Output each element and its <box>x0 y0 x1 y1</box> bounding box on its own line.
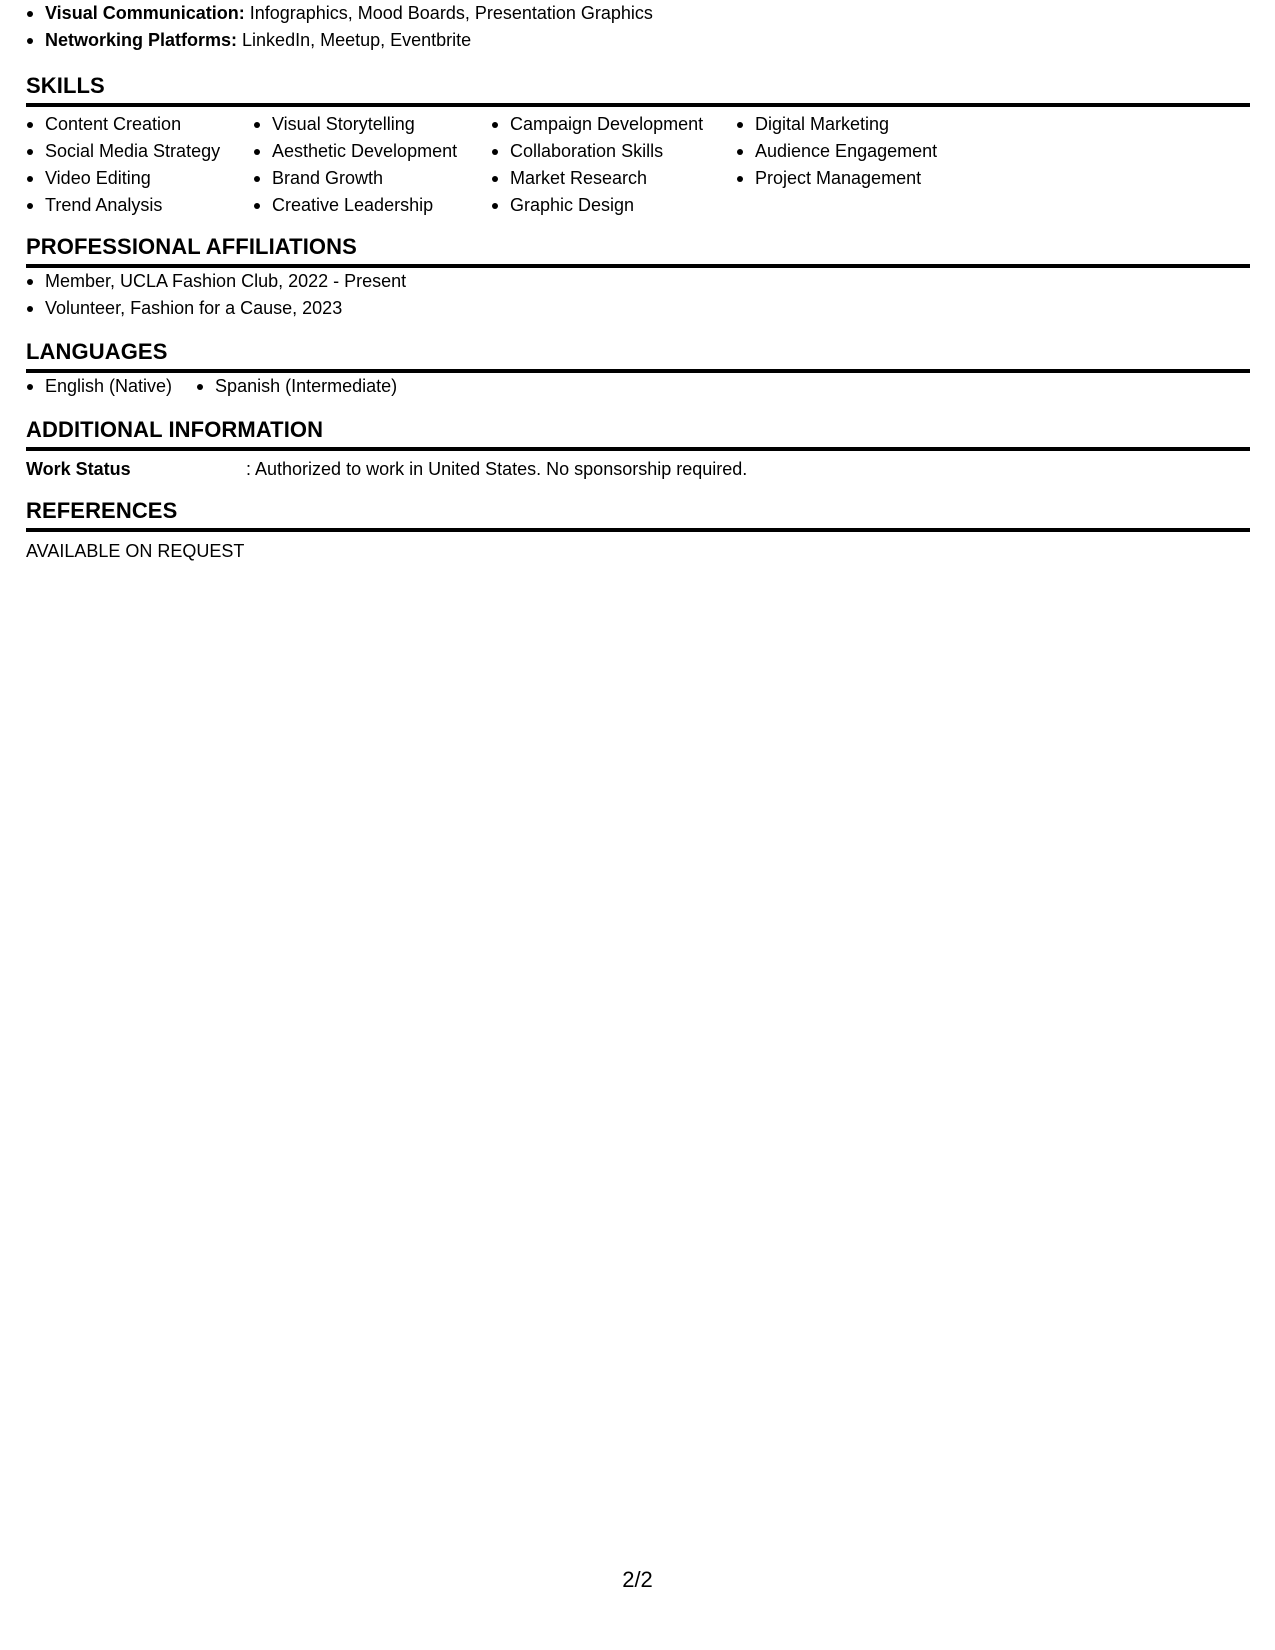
skills-column <box>491 111 736 219</box>
skill-item: Collaboration Skills <box>491 138 736 165</box>
skill-item: Audience Engagement <box>736 138 996 165</box>
affiliation-item: Volunteer, Fashion for a Cause, 2023 <box>26 295 1250 322</box>
skill-item: Graphic Design <box>491 192 736 219</box>
skill-item: Digital Marketing <box>736 111 996 138</box>
skill-item: Content Creation <box>26 111 253 138</box>
tools-item-value: LinkedIn, Meetup, Eventbrite <box>237 30 472 50</box>
references-heading: REFERENCES <box>26 497 1250 532</box>
skill-item: Video Editing <box>26 165 253 192</box>
skills-grid <box>26 111 1250 219</box>
skill-item: Project Management <box>736 165 996 192</box>
work-status-row <box>26 456 1250 483</box>
skill-item: Aesthetic Development <box>253 138 491 165</box>
skill-item: Trend Analysis <box>26 192 253 219</box>
affiliations-heading: PROFESSIONAL AFFILIATIONS <box>26 233 1250 268</box>
resume-page <box>26 0 1250 565</box>
additional-info-heading: ADDITIONAL INFORMATION <box>26 416 1250 451</box>
skills-column <box>26 111 253 219</box>
languages-list <box>26 373 1250 400</box>
skill-item: Campaign Development <box>491 111 736 138</box>
tools-item <box>26 27 1250 54</box>
work-status-value: : Authorized to work in United States. No sponsorship required. <box>246 459 748 479</box>
skill-item: Brand Growth <box>253 165 491 192</box>
language-item: English (Native) <box>26 373 172 400</box>
skills-heading: SKILLS <box>26 72 1250 107</box>
affiliations-list <box>26 268 1250 322</box>
skill-item: Market Research <box>491 165 736 192</box>
languages-heading: LANGUAGES <box>26 338 1250 373</box>
tools-item-value: Infographics, Mood Boards, Presentation Graphics <box>244 3 653 23</box>
skill-item: Creative Leadership <box>253 192 491 219</box>
tools-item-label: Visual Communication: <box>45 3 245 23</box>
page-number: 2/2 <box>622 1567 653 1592</box>
affiliation-item: Member, UCLA Fashion Club, 2022 - Present <box>26 268 1250 295</box>
skills-column <box>736 111 996 219</box>
tools-item <box>26 0 1250 27</box>
language-item: Spanish (Intermediate) <box>196 373 397 400</box>
tools-item-label: Networking Platforms: <box>45 30 238 50</box>
skill-item: Visual Storytelling <box>253 111 491 138</box>
skill-item: Social Media Strategy <box>26 138 253 165</box>
tools-list <box>26 0 1250 54</box>
work-status-label: Work Status <box>26 459 131 479</box>
references-text: AVAILABLE ON REQUEST <box>26 541 245 561</box>
skills-column <box>253 111 491 219</box>
